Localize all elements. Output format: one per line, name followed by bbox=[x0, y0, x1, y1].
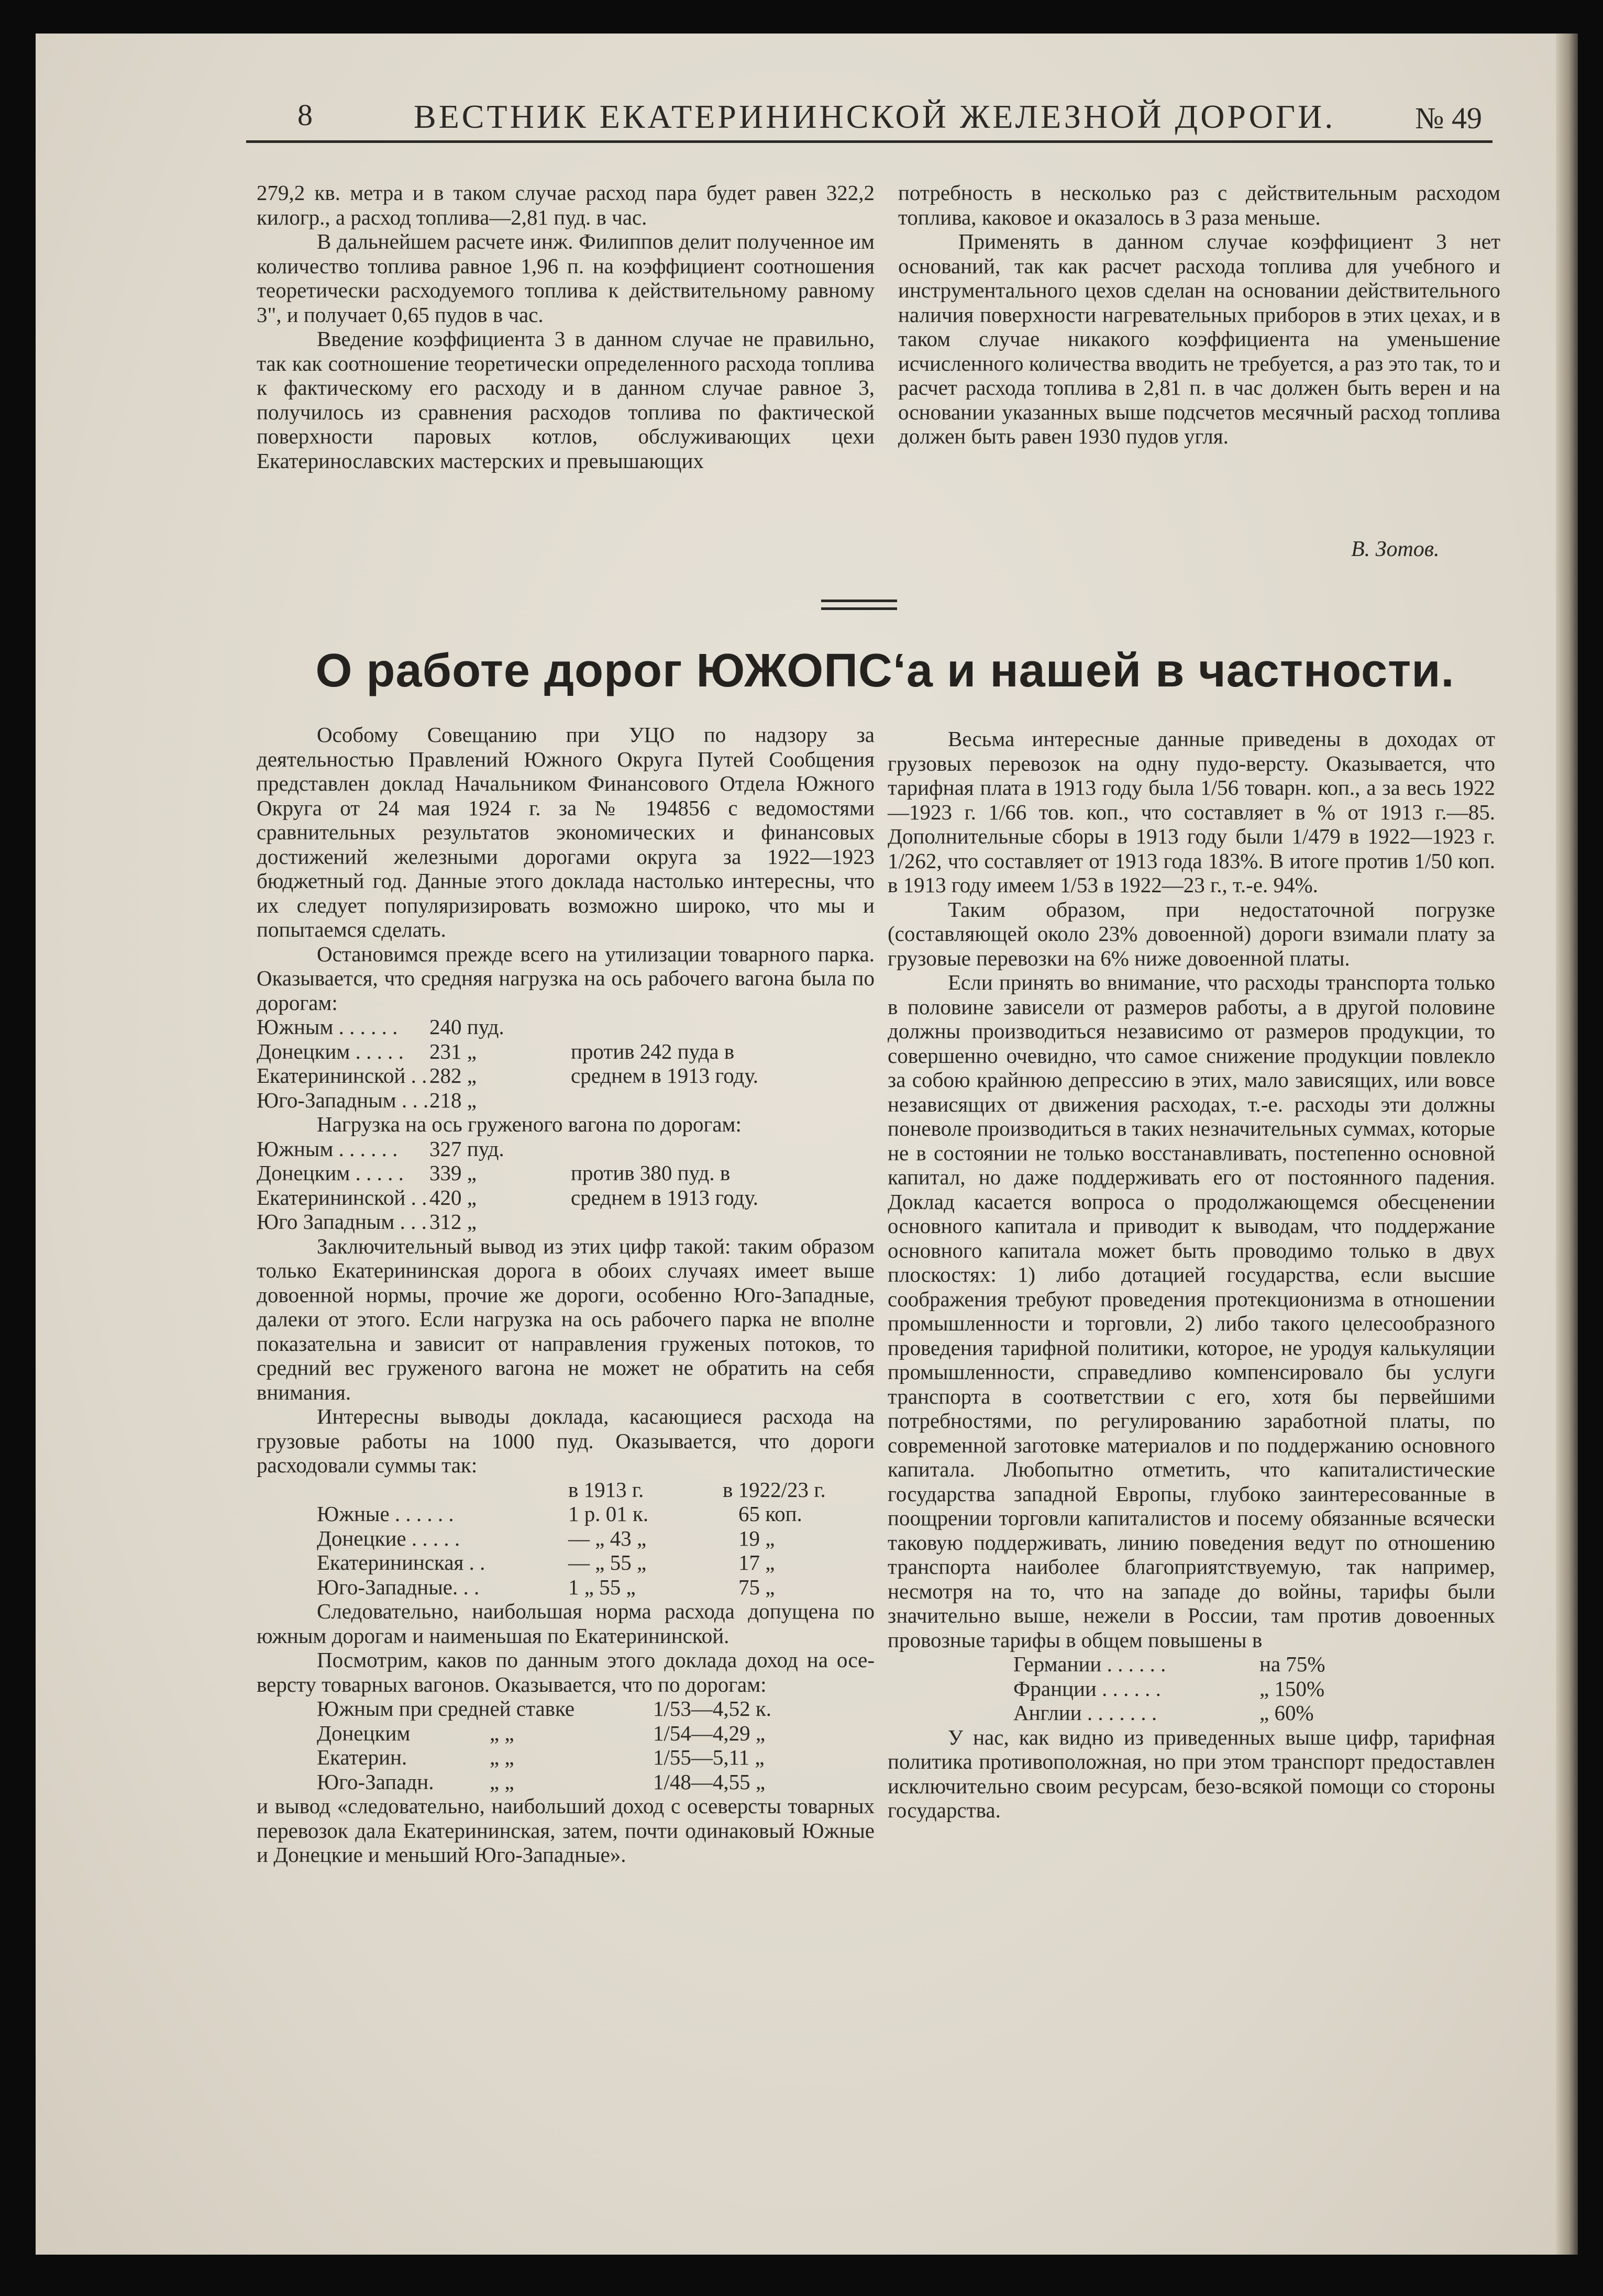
paragraph: Применять в данном случае коэффициент 3 нет оснований, так как расчет расхода топлива для учебного и инструментального цехов сделан на основании действительного наличия поверхности нагревательных приборов в этих цехах, и в таком случае никакого коэффициента на уменьшение исчисленного количества вводить не требуется, а раз это так, то и расчет расхода топлива в 2,81 п. в час должен быть верен и на основании указанных выше подсчетов месячный расход топлива должен быть равен 1930 пудов угля. bbox=[898, 229, 1500, 448]
load-note: против 380 пуд. в bbox=[571, 1161, 731, 1185]
cost-1913: — „ 43 „ bbox=[568, 1526, 647, 1550]
table-row bbox=[317, 1502, 826, 1526]
table-row bbox=[317, 1526, 826, 1551]
section-divider bbox=[821, 600, 897, 602]
cost-1913: 1 р. 01 к. bbox=[568, 1502, 649, 1526]
load-value: 218 „ bbox=[429, 1088, 477, 1112]
load-value: 231 „ bbox=[429, 1039, 477, 1063]
road-name: Донецкие . . . . . bbox=[317, 1526, 460, 1550]
ditto-marks: „ „ bbox=[490, 1769, 514, 1794]
income-value: 1/54—4,29 „ bbox=[653, 1721, 766, 1745]
income-value: 1/55—5,11 „ bbox=[653, 1745, 765, 1769]
load-note: против 242 пуда в bbox=[571, 1039, 735, 1063]
ditto-marks: „ „ bbox=[490, 1745, 514, 1769]
column-header: в 1922/23 г. bbox=[723, 1477, 826, 1502]
road-name: Донецким bbox=[317, 1721, 411, 1745]
top-left-column bbox=[257, 181, 875, 473]
paragraph: потребность в несколько раз с действительным расходом топлива, каковое и оказалось в 3 раза меньше. bbox=[898, 181, 1500, 229]
paragraph: Если принять во внимание, что расходы транспорта только в половине зависели от размеров работы, а в другой половине должны производиться независимо от размеров продукции, то совершенно очевидно, что самое снижение продукции повлекло за собою крайнюю депрессию в этих, мало зависящих, или вовсе независящих от движения расходах, т.-е. расходы эти должны поневоле производиться в таких незначительных суммах, которые не в состоянии не только восстанавливать, постепенно основной капитал, но даже поддерживать его от постоянного падения. Доклад касается вопроса о продолжающемся обесценении основного капитала и приводит к выводам, что поддержание основного капитала может быть проводимо только в двух плоскостях: 1) либо дотацией государства, если высшие соображения требуют проведения протекционизма в отношении промышленности и торговли, 2) либо такого целесообразного проведения тарифной политики, которое, не уродуя калькуляции промышленности, справедливо компенсировало бы услуги транспорта в соответствии с его, хотя бы первейшими потребностями, по регулированию заработной платы, по современной заготовке материалов и по поддержанию основного капитала. Любопытно отметить, что капиталистические государства западной Европы, глубоко заинтересованные в поощрении торговли капиталистов и посему обязанные всячески таковую поддерживать, линию поведения ведут по отношению транспорта наиболее благоприятствуемую, так например, несмотря на то, что на западе до войны, тарифы были значительно выше, нежели в России, там против довоенных провозные тарифы в общем повышены в bbox=[888, 970, 1495, 1652]
paragraph: Весьма интересные данные приведены в доходах от грузовых перевозок на одну пудо-версту. Оказывается, что тарифная плата в 1913 году была 1/56 товарн. коп., а за весь 1922—1923 г. 1/66 тов. коп., что составляет в % от 1913 г.—85. Дополнительные сборы в 1913 году были 1/479 в 1922—1923 г. 1/262, что составляет от 1913 года 183%. В итоге против 1/50 коп. в 1913 году имеем 1/53 в 1922—23 г., т.-е. 94%. bbox=[888, 727, 1495, 897]
cost-1922: 17 „ bbox=[738, 1550, 775, 1574]
country-name: Германии . . . . . . bbox=[1013, 1652, 1166, 1676]
road-name: Юго-Западным . . . bbox=[257, 1088, 429, 1112]
table-row bbox=[1013, 1701, 1325, 1725]
road-name: Южным при средней ставке bbox=[317, 1696, 575, 1721]
load-value: 282 „ bbox=[429, 1063, 477, 1088]
article-right-column bbox=[888, 727, 1495, 1823]
table-row bbox=[317, 1696, 771, 1721]
paragraph: Заключительный вывод из этих цифр такой: таким образом только Екатерининская дорога в обоих случаях имеет выше довоенной нормы, прочие же дороги, особенно Юго-Западные, далеки от этого. Если нагрузка на ось рабочего парка не вполне показательна и зависит от направления груженых потоков, то средний вес груженого вагона не может не обратить на себя внимания. bbox=[257, 1234, 875, 1404]
cost-table bbox=[317, 1478, 826, 1600]
road-name: Южные . . . . . . bbox=[317, 1502, 454, 1526]
paragraph: Остановимся прежде всего на утилизации товарного парка. Оказывается, что средняя нагрузка на ось рабочего вагона была по дорогам: bbox=[257, 941, 875, 1015]
running-header bbox=[246, 83, 1493, 143]
table-row bbox=[257, 1088, 758, 1113]
top-right-column bbox=[898, 181, 1500, 449]
tariff-value: „ 150% bbox=[1259, 1676, 1325, 1701]
axle-load-loaded-table bbox=[257, 1137, 758, 1234]
ditto-marks: „ „ bbox=[490, 1721, 514, 1745]
country-name: Франции . . . . . . bbox=[1013, 1676, 1161, 1701]
column-header: в 1913 г. bbox=[568, 1477, 644, 1502]
paragraph: Посмотрим, каков по данным этого доклада доход на осе-версту товарных вагонов. Оказывается, что по дорогам: bbox=[257, 1648, 875, 1696]
table-row bbox=[257, 1161, 758, 1185]
load-note bbox=[555, 1137, 758, 1161]
road-name: Донецким . . . . . bbox=[257, 1161, 404, 1185]
income-value: 1/53—4,52 к. bbox=[653, 1696, 772, 1721]
tariff-value: на 75% bbox=[1259, 1652, 1325, 1676]
table-row bbox=[317, 1745, 771, 1770]
paragraph: Следовательно, наибольшая норма расхода допущена по южным дорогам и наименьшая по Екатерининской. bbox=[257, 1599, 875, 1648]
table-row bbox=[257, 1185, 758, 1210]
road-name: Екатерининской . . bbox=[257, 1063, 427, 1088]
cost-1913: — „ 55 „ bbox=[568, 1550, 647, 1574]
cost-1922: 65 коп. bbox=[738, 1502, 802, 1526]
table-row bbox=[317, 1770, 771, 1794]
paragraph: У нас, как видно из приведенных выше цифр, тарифная политика противоположная, но при этом транспорт предоставлен исключительно своим ресурсам, безо-всякой помощи со стороны государства. bbox=[888, 1725, 1495, 1822]
table-row bbox=[317, 1550, 826, 1575]
road-name: Южным . . . . . . bbox=[257, 1136, 398, 1161]
axle-load-working-table bbox=[257, 1015, 758, 1112]
section-divider bbox=[821, 607, 897, 610]
cost-1913: 1 „ 55 „ bbox=[568, 1574, 636, 1599]
table-row bbox=[1013, 1652, 1325, 1677]
load-note: среднем в 1913 году. bbox=[571, 1185, 759, 1210]
issue-number: № 49 bbox=[1415, 101, 1482, 135]
paragraph: Введение коэффициента 3 в данном случае не правильно, так как соотношение теоретически определенного расхода топлива к фактическому его расходу и в данном случае равное 3, получилось из сравнения расходов топлива по фактической поверхности паровых котлов, обслуживающих цехи Екатеринославских мастерских и превышающих bbox=[257, 327, 875, 473]
article-left-column bbox=[257, 723, 875, 1867]
table-row bbox=[317, 1575, 826, 1600]
road-name: Донецким . . . . . bbox=[257, 1039, 404, 1063]
paragraph: Нагрузка на ось груженого вагона по дорогам: bbox=[317, 1112, 742, 1136]
table-row bbox=[257, 1039, 758, 1064]
paragraph: Интересны выводы доклада, касающиеся расхода на грузовые работы на 1000 пуд. Оказывается, что дороги расходовали суммы так: bbox=[257, 1404, 875, 1477]
table-row bbox=[317, 1721, 771, 1746]
road-name: Юго Западным . . . bbox=[257, 1210, 427, 1234]
tariff-value: „ 60% bbox=[1259, 1701, 1314, 1725]
table-row bbox=[257, 1015, 758, 1039]
load-note: среднем в 1913 году. bbox=[571, 1063, 759, 1088]
country-name: Англии . . . . . . . bbox=[1013, 1701, 1157, 1725]
cost-1922: 75 „ bbox=[738, 1574, 775, 1599]
table-row bbox=[257, 1063, 758, 1088]
table-row bbox=[257, 1210, 758, 1234]
load-value: 420 „ bbox=[429, 1185, 477, 1210]
author-signature: В. Зотов. bbox=[1351, 537, 1440, 561]
paragraph: 279,2 кв. метра и в таком случае расход пара будет равен 322,2 килогр., а расход топлива—2,81 пуд. в час. bbox=[257, 181, 875, 229]
page-number: 8 bbox=[297, 98, 313, 132]
load-note bbox=[555, 1015, 758, 1039]
table-row bbox=[1013, 1677, 1325, 1701]
load-note bbox=[555, 1210, 758, 1234]
road-name: Екатерин. bbox=[317, 1745, 407, 1769]
road-name: Екатерининской . . bbox=[257, 1185, 427, 1210]
tariff-table bbox=[1013, 1652, 1325, 1725]
load-value: 240 пуд. bbox=[429, 1015, 504, 1039]
table-header-row bbox=[317, 1478, 826, 1502]
page-spine-shadow bbox=[1556, 34, 1578, 2255]
load-note bbox=[555, 1088, 758, 1113]
paragraph: и вывод «следовательно, наибольший доход с осеверсты товарных перевозок дала Екатерининская, затем, почти одинаковый Южные и Донецкие и меньший Юго-Западные». bbox=[257, 1794, 875, 1867]
road-name: Юго-Западные. . . bbox=[317, 1574, 480, 1599]
paragraph: Особому Совещанию при УЦО по надзору за деятельностью Правлений Южного Округа Путей Сообщения представлен доклад Начальником Финансового Отдела Южного Округа от 24 мая 1924 г. за № 194856 с ведомостями сравнительных результатов экономических и финансовых достижений железными дорогами округа за 1922—1923 бюджетный год. Данные этого доклада настолько интересны, что их следует популяризировать возможно широко, что мы и попытаемся сделать. bbox=[257, 723, 875, 941]
table-row bbox=[257, 1137, 758, 1161]
journal-title: ВЕСТНИК ЕКАТЕРИНИНСКОЙ ЖЕЛЕЗНОЙ ДОРОГИ. bbox=[414, 98, 1336, 135]
road-name: Екатерининская . . bbox=[317, 1550, 485, 1574]
load-value: 327 пуд. bbox=[429, 1136, 504, 1161]
income-table bbox=[317, 1696, 771, 1794]
income-value: 1/48—4,55 „ bbox=[653, 1769, 766, 1794]
article-title: О работе дорог ЮЖОПС‘а и нашей в частности. bbox=[315, 645, 1455, 697]
road-name: Южным . . . . . . bbox=[257, 1015, 398, 1039]
paragraph: В дальнейшем расчете инж. Филиппов делит полученное им количество топлива равное 1,96 п. на коэффициент соотношения теоретически расходуемого топлива к действительному равному 3", и получает 0,65 пудов в час. bbox=[257, 229, 875, 327]
load-value: 312 „ bbox=[429, 1210, 477, 1234]
road-name: Юго-Западн. bbox=[317, 1769, 434, 1794]
load-value: 339 „ bbox=[429, 1161, 477, 1185]
paragraph: Таким образом, при недостаточной погрузке (составляющей около 23% довоенной) дороги взимали плату за грузовые перевозки на 6% ниже довоенной платы. bbox=[888, 897, 1495, 970]
cost-1922: 19 „ bbox=[738, 1526, 775, 1550]
